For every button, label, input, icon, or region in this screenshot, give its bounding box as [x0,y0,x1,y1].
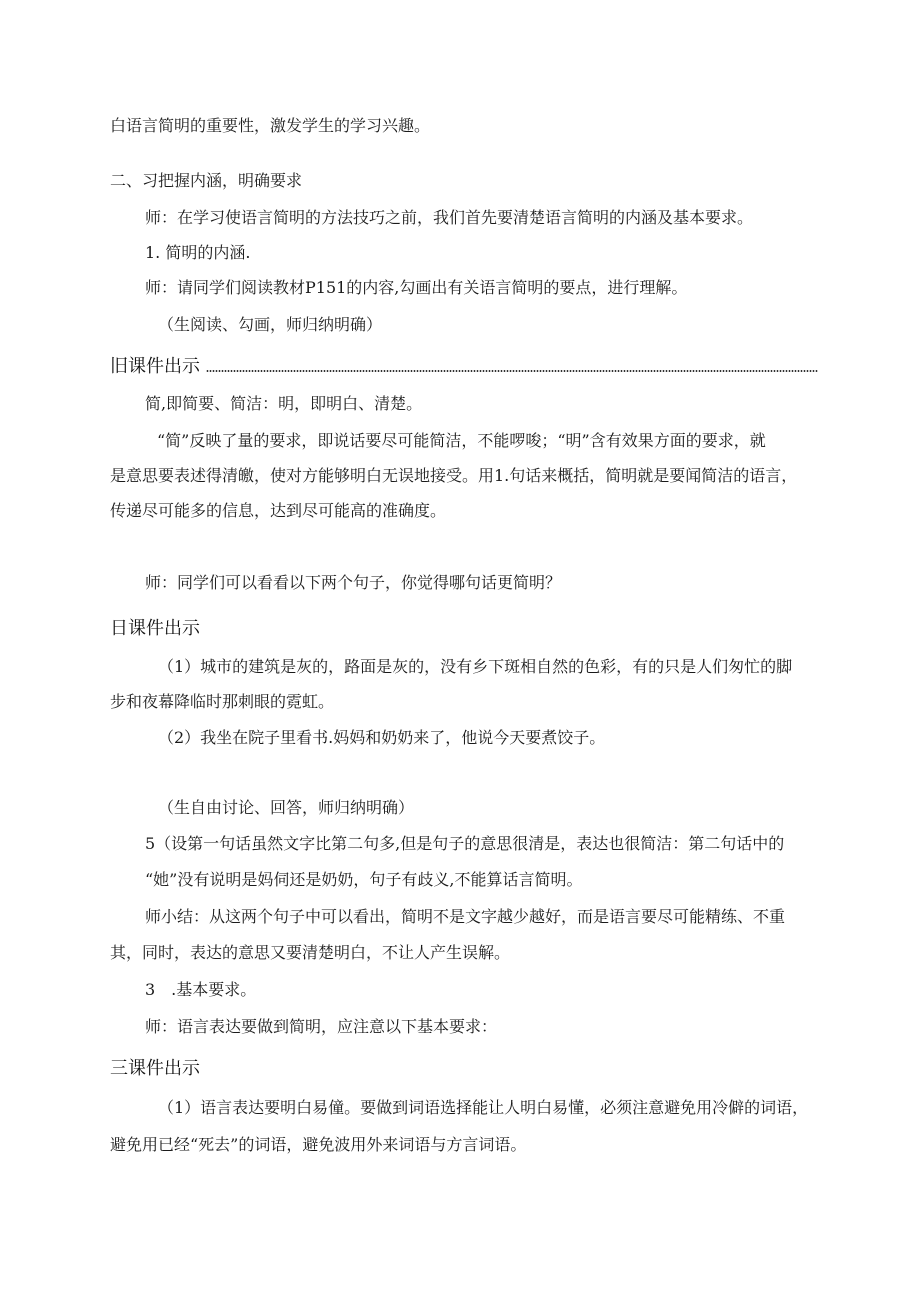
text-line: （2）我坐在院子里看书.妈妈和奶奶来了，他说今天要煮饺子。 [158,728,606,747]
text-line: 师：同学们可以看看以下两个句子，你觉得哪句话更简明？ [145,573,562,592]
text-line: 3 .基本要求。 [145,980,257,999]
text-line: 简,即简要、简洁：明，即明白、清楚。 [145,394,423,413]
text-line: 白语言简明的重要性，激发学生的学习兴趣。 [110,116,431,135]
text-line: 师：在学习使语言简明的方法技巧之前，我们首先要清楚语言简明的内涵及基本要求。 [145,208,754,227]
text-line: 师：语言表达要做到简明，应注意以下基本要求： [145,1017,498,1036]
text-line: 传递尽可能多的信息，达到尽可能高的准确度。 [110,501,447,520]
text-line: （生自由讨论、回答，师归纳明确） [158,798,415,817]
dotted-leader [206,370,818,372]
text-line: （1）语言表达要明白易僮。要做到词语选择能让人明白易懂，必须注意避免用冷僻的词语， [158,1098,809,1117]
text-line: 步和夜幕降临时那刺眼的霓虹。 [110,692,335,711]
text-line: 师小结：从这两个句子中可以看出，简明不是文字越少越好，而是语言要尽可能精练、不重 [145,907,786,926]
text-line: （1）城市的建筑是灰的，路面是灰的，没有乡下斑相自然的色彩，有的只是人们匆忙的脚 [158,657,793,676]
text-line: 师：请同学们阅读教材P151的内容,勾画出有关语言简明的要点，进行理解。 [145,278,688,297]
slide-heading: 日课件出示 [110,618,200,639]
text-line: （生阅读、勾画，师归纳明确） [158,315,383,334]
slide-heading: 旧课件出示 [110,356,200,377]
text-line: 5（设第一句话虽然文字比第二句多,但是句子的意思很清是，表达也很简洁：第二句话中的 [145,834,785,853]
text-line: 1. 简明的内涵. [145,243,251,262]
section-heading: 二、习把握内涵，明确要求 [110,171,303,190]
text-line: “简”反映了量的要求，即说话要尽可能简洁，不能啰唆；“明”含有效果方面的要求，就 [157,431,766,450]
text-line: 是意思要表述得清皦，使对方能够明白无误地接受。用1.句话来概括，简明就是要闻简洁的语言， [110,466,798,485]
slide-heading: 三课件出示 [110,1058,200,1079]
text-line: “她”没有说明是妈伺还是奶奶，句子有歧义,不能算话言简明。 [145,870,583,889]
text-line: 其，同时，表达的意思又要清楚明白，不让人产生误解。 [110,943,511,962]
text-line: 避免用已经“死去”的词语，避免波用外来词语与方言词语。 [110,1135,527,1154]
